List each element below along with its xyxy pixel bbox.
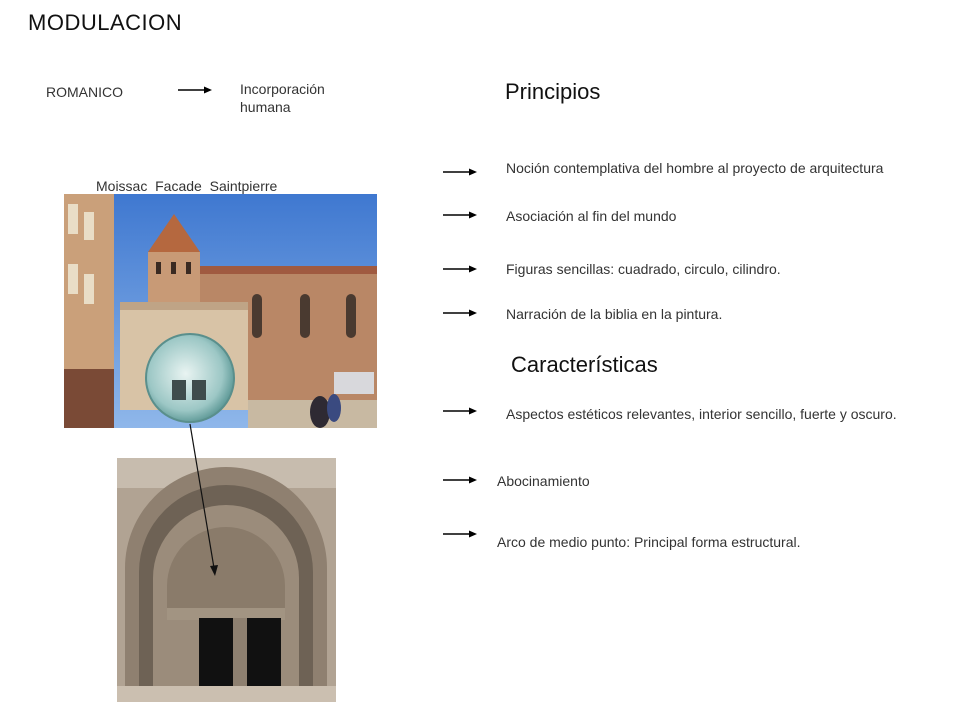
- photo-caption: Moissac Facade Saintpierre: [96, 178, 278, 194]
- connector-line: [186, 420, 226, 580]
- romanico-label: ROMANICO: [46, 84, 123, 100]
- principio-item: Figuras sencillas: cuadrado, circulo, cilindro.: [506, 261, 781, 277]
- caracteristica-item: Arco de medio punto: Principal forma estructural.: [497, 534, 801, 550]
- principio-item: Asociación al fin del mundo: [506, 208, 677, 224]
- caracteristicas-heading: Características: [511, 352, 658, 377]
- principios-heading: Principios: [505, 79, 601, 104]
- slide-title: MODULACION: [28, 10, 183, 35]
- right-arrow-icon: [443, 309, 477, 317]
- caracteristica-item: Abocinamiento: [497, 473, 590, 489]
- right-arrow-icon: [178, 86, 212, 94]
- portal-photo: [117, 458, 336, 702]
- right-arrow-icon: [443, 407, 477, 415]
- principio-item: Noción contemplativa del hombre al proyecto de arquitectura: [506, 160, 884, 176]
- principio-item: Narración de la biblia en la pintura.: [506, 306, 723, 322]
- right-arrow-icon: [443, 211, 477, 219]
- incorporacion-label: Incorporación humana: [240, 81, 325, 115]
- facade-photo: [64, 194, 377, 428]
- caracteristica-item: Aspectos estéticos relevantes, interior sencillo, fuerte y oscuro.: [506, 406, 897, 422]
- right-arrow-icon: [443, 530, 477, 538]
- right-arrow-icon: [443, 476, 477, 484]
- facade-illustration: [64, 194, 377, 428]
- right-arrow-icon: [443, 265, 477, 273]
- portal-illustration: [117, 458, 336, 702]
- right-arrow-icon: [443, 168, 477, 176]
